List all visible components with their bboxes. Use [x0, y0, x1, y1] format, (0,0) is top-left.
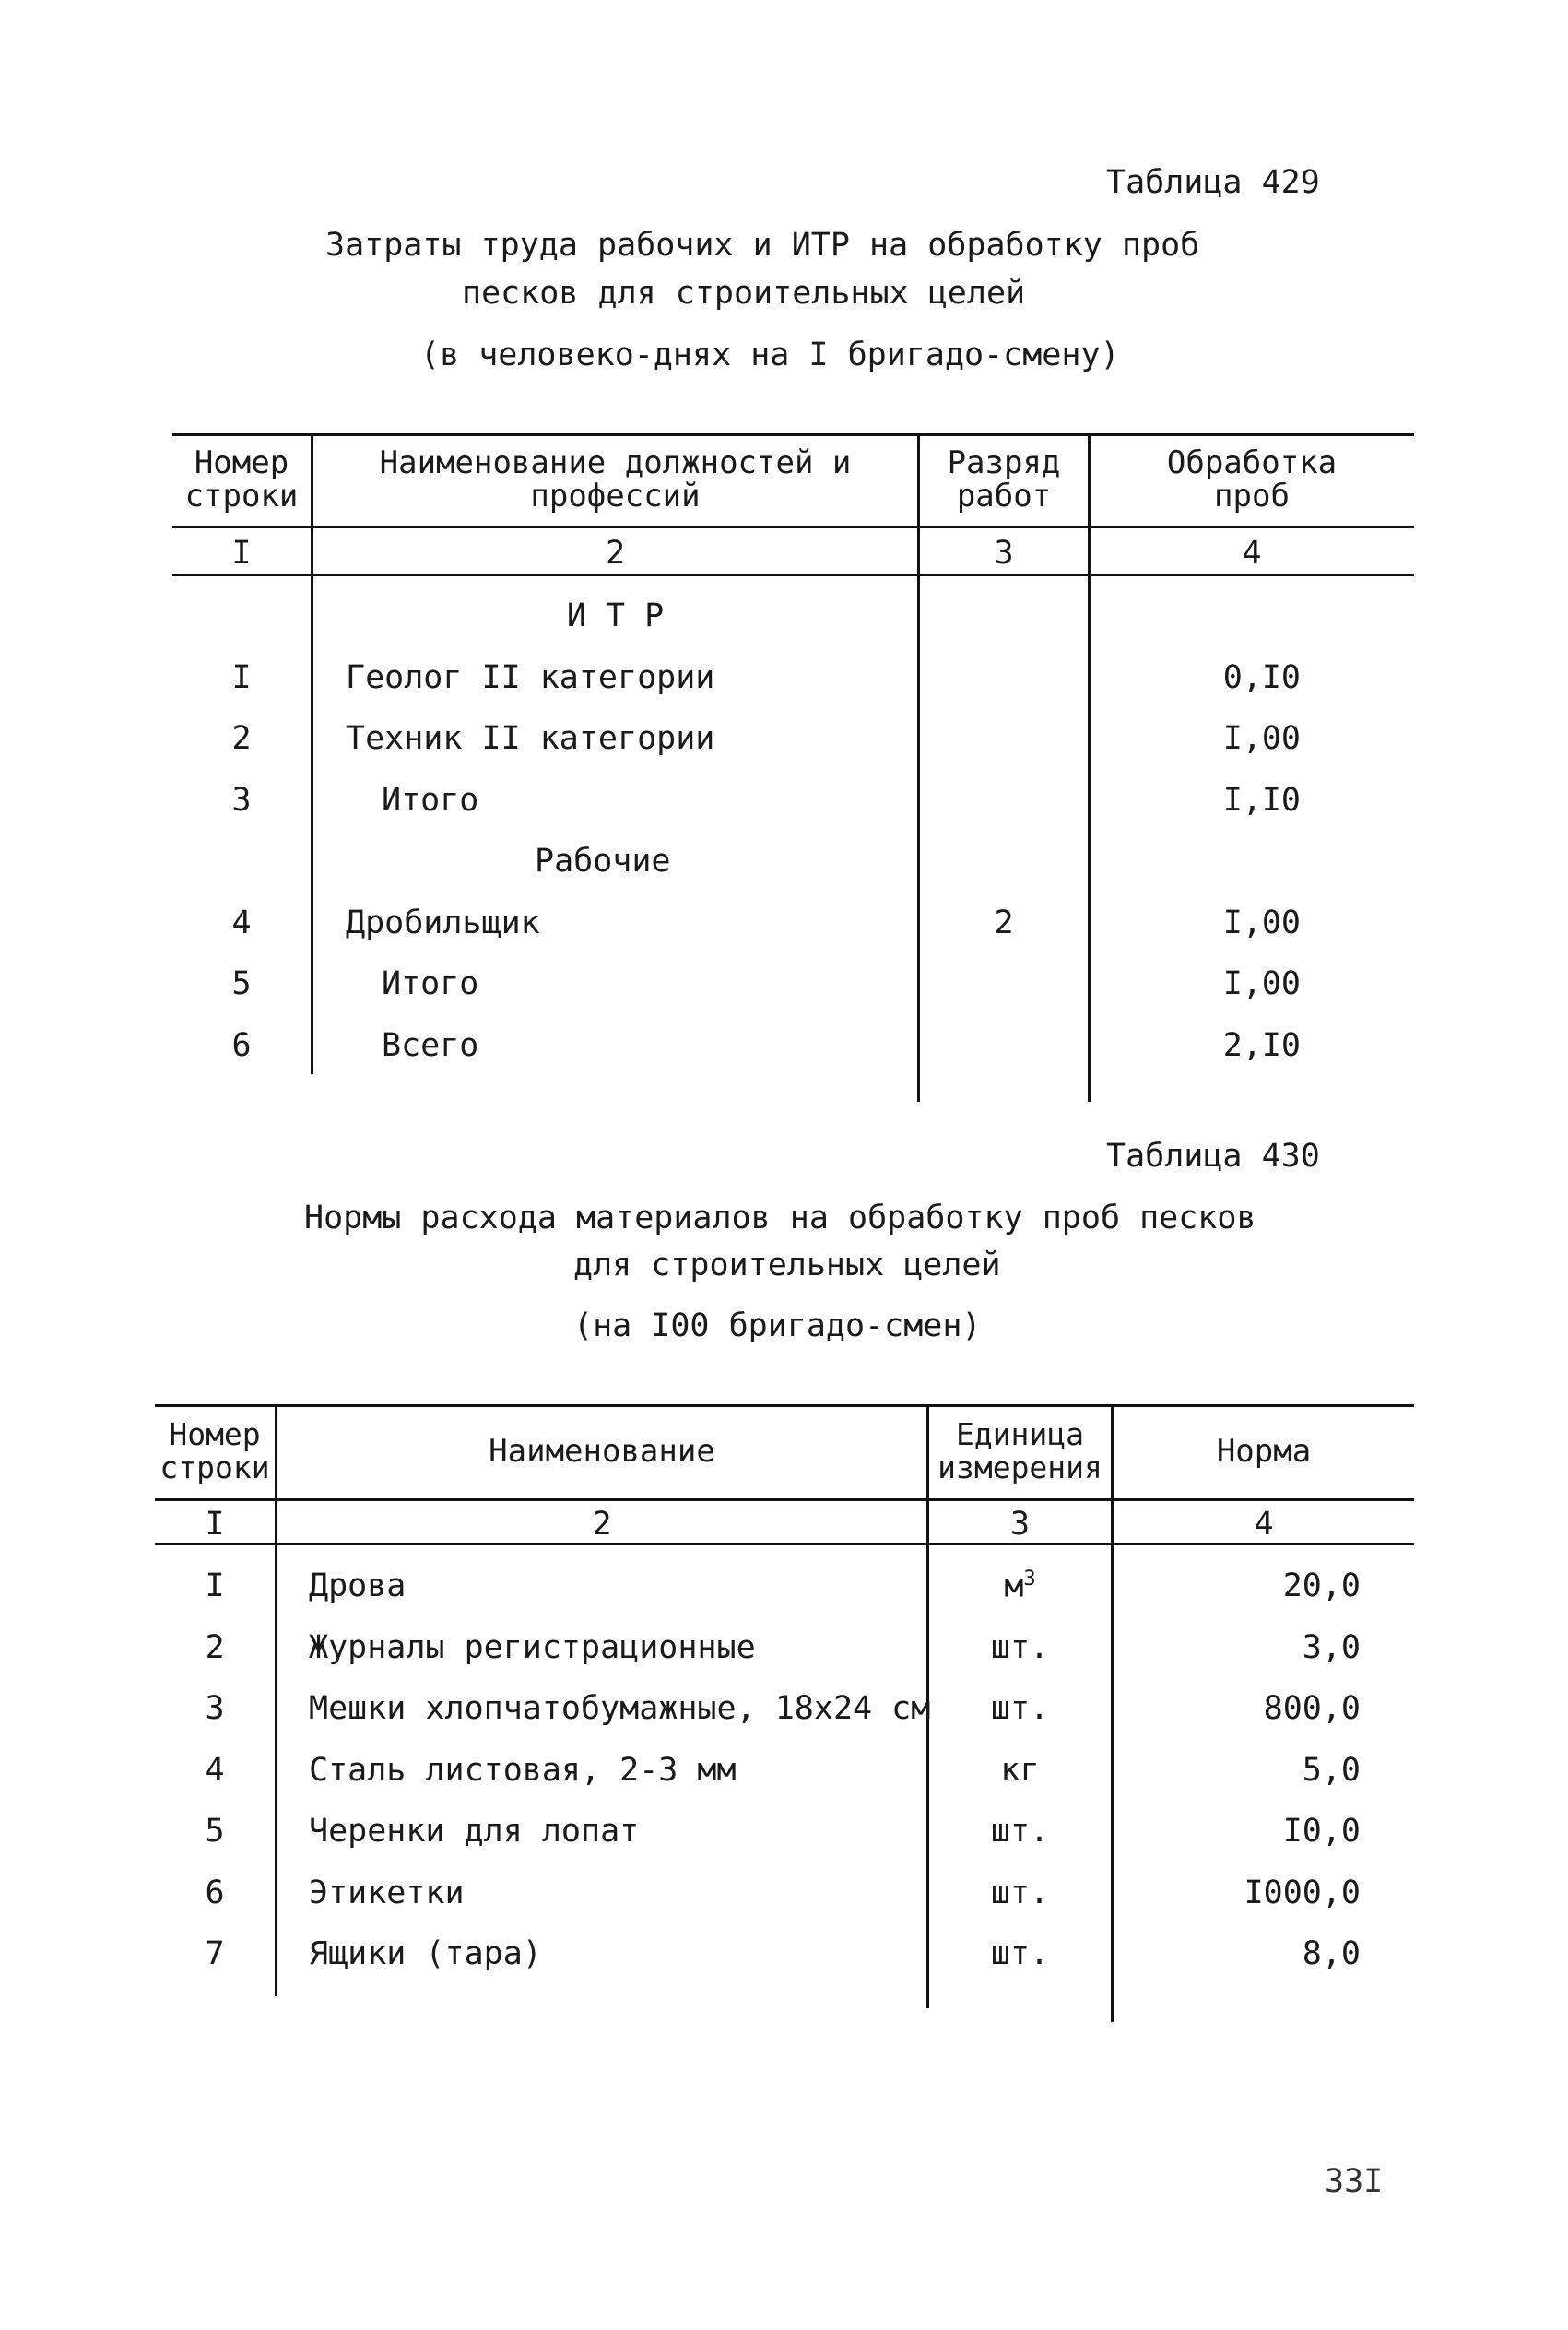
- table-430-colnum-3: 3: [1009, 1506, 1031, 1543]
- row-name: Мешки хлопчатобумажные, 18x24 см: [309, 1690, 931, 1727]
- table-429-title-line1: Затраты труда рабочих и ИТР на обработку проб: [325, 227, 1200, 264]
- table-429-label: Таблица 429: [1106, 164, 1320, 201]
- row-number: 3: [231, 782, 252, 819]
- row-value: 0,I0: [1222, 659, 1301, 696]
- row-value: I000,0: [1244, 1875, 1361, 1911]
- row-number: 4: [231, 905, 252, 941]
- row-value: I,I0: [1222, 782, 1301, 819]
- row-name: Всего: [382, 1027, 479, 1064]
- row-name: Ящики (тара): [309, 1935, 542, 1972]
- table-430-colnum-1: I: [205, 1506, 225, 1543]
- row-name: Итого: [382, 965, 479, 1002]
- table-430-title-line2: для строительных целей: [573, 1247, 1001, 1283]
- row-number: I: [205, 1567, 225, 1604]
- row-value: 5,0: [1302, 1752, 1361, 1789]
- row-name: Черенки для лопат: [309, 1813, 640, 1850]
- row-number: 2: [205, 1629, 225, 1666]
- table-430-title-line1: Нормы расхода материалов на обработку проб песков: [304, 1200, 1256, 1236]
- row-value: I,00: [1222, 905, 1301, 941]
- row-number: 4: [205, 1752, 225, 1789]
- row-number: 6: [231, 1027, 252, 1064]
- row-unit: $м^3$: [1004, 1567, 1036, 1605]
- table-429-top-rule: [172, 433, 1414, 436]
- row-unit: шт.: [990, 1813, 1050, 1850]
- table-430-top-rule: [155, 1404, 1414, 1407]
- row-unit: кг: [1000, 1752, 1040, 1789]
- row-number: 7: [205, 1935, 225, 1972]
- table-429-subtitle: (в человеко-днях на I бригадо-смену): [420, 337, 1120, 373]
- row-number: 6: [205, 1875, 225, 1911]
- row-name: Сталь листовая, 2-3 мм: [309, 1752, 737, 1789]
- table-429-header-processing: Обработка проб: [1166, 444, 1338, 514]
- table-430-header-norm: Норма: [1216, 1433, 1312, 1470]
- row-value: 8,0: [1302, 1935, 1361, 1972]
- row-grade: 2: [994, 905, 1014, 941]
- row-name: Техник II категории: [346, 720, 715, 757]
- table-429-colnum-rule: [172, 574, 1414, 576]
- table-429-header-rule: [172, 526, 1414, 528]
- row-name: Дробильщик: [346, 905, 540, 941]
- row-name: Дрова: [309, 1567, 407, 1604]
- row-name: Этикетки: [309, 1875, 465, 1911]
- table-429-colnum-4: 4: [1242, 535, 1262, 572]
- table-429-header-name: Наименование должностей и профессий: [379, 444, 852, 514]
- table-429-section-workers: Рабочие: [535, 843, 671, 880]
- row-number: 2: [231, 720, 252, 757]
- table-429-vrule-2: [917, 433, 920, 1102]
- row-value: 800,0: [1263, 1690, 1361, 1727]
- row-value: I0,0: [1282, 1813, 1361, 1850]
- page-number: 33I: [1325, 2163, 1384, 2200]
- row-value: 20,0: [1282, 1567, 1361, 1604]
- row-unit: шт.: [990, 1875, 1050, 1911]
- table-430-colnum-rule: [155, 1543, 1414, 1545]
- table-429-colnum-2: 2: [605, 535, 626, 572]
- table-430-label: Таблица 430: [1106, 1138, 1320, 1175]
- row-number: 5: [231, 965, 252, 1002]
- table-429-colnum-1: I: [231, 535, 252, 572]
- table-430-subtitle: (на I00 бригадо-смен): [573, 1307, 982, 1344]
- row-value: I,00: [1222, 720, 1301, 757]
- row-value: I,00: [1222, 965, 1301, 1002]
- table-430-header-unit: Единица измерения: [937, 1416, 1102, 1485]
- row-number: 5: [205, 1813, 225, 1850]
- unit-superscript: 3: [1023, 1567, 1036, 1591]
- table-429-colnum-3: 3: [994, 535, 1014, 572]
- table-430-header-name: Наименование: [489, 1433, 715, 1470]
- row-name: Итого: [382, 782, 479, 819]
- table-430-header-number: Номер строки: [159, 1416, 270, 1485]
- row-unit: шт.: [990, 1935, 1050, 1972]
- table-429-vrule-1: [311, 433, 313, 1074]
- row-value: 2,I0: [1222, 1027, 1301, 1064]
- table-430-colnum-4: 4: [1254, 1506, 1274, 1543]
- table-430-vrule-1: [275, 1404, 277, 1996]
- row-number: 3: [205, 1690, 225, 1727]
- table-429-header-grade: Разряд работ: [947, 444, 1061, 514]
- table-430-colnum-2: 2: [592, 1506, 612, 1543]
- row-unit: шт.: [990, 1629, 1050, 1666]
- row-number: I: [231, 659, 252, 696]
- table-429-header-number: Номер строки: [184, 444, 299, 514]
- row-name: Журналы регистрационные: [309, 1629, 756, 1666]
- table-429-title-line2: песков для строительных целей: [462, 275, 1026, 312]
- row-unit: шт.: [990, 1690, 1050, 1727]
- row-name: Геолог II категории: [346, 659, 715, 696]
- row-value: 3,0: [1302, 1629, 1361, 1666]
- table-430-header-rule: [155, 1498, 1414, 1501]
- table-429-section-itr: И Т Р: [566, 597, 665, 634]
